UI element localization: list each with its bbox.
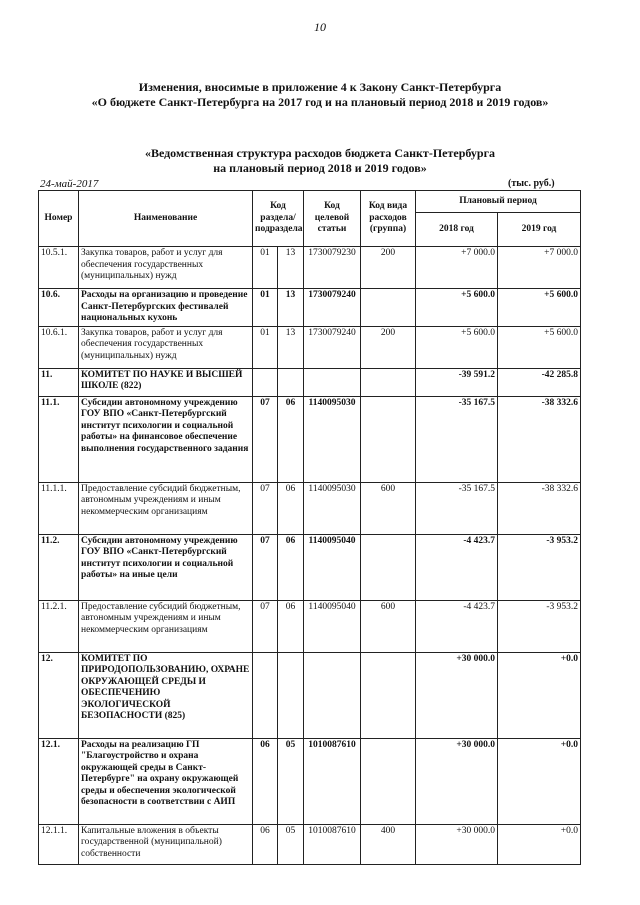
row-subsection: 05 (278, 824, 304, 864)
row-value-2018: -35 167.5 (416, 482, 498, 534)
table-row (39, 289, 581, 327)
row-section: 07 (253, 534, 278, 600)
row-value-2018: +30 000.0 (416, 738, 498, 824)
row-target-code: 1140095030 (304, 482, 361, 534)
row-target-code: 1010087610 (304, 824, 361, 864)
document-title (40, 80, 600, 110)
row-value-2018: +5 600.0 (416, 326, 498, 368)
row-subsection: 06 (278, 396, 304, 482)
row-expense-type (361, 289, 416, 327)
row-value-2019: +0.0 (498, 824, 581, 864)
row-target-code: 1010087610 (304, 738, 361, 824)
row-value-2018: -4 423.7 (416, 600, 498, 652)
table-row (39, 368, 581, 396)
row-value-2019: -38 332.6 (498, 482, 581, 534)
row-expense-type: 600 (361, 600, 416, 652)
row-target-code: 1730079240 (304, 289, 361, 327)
row-subsection: 13 (278, 247, 304, 289)
row-expense-type (361, 534, 416, 600)
header-number: Номер (39, 191, 79, 247)
header-2018: 2018 год (416, 213, 498, 247)
row-value-2018: +7 000.0 (416, 247, 498, 289)
row-expense-type (361, 652, 416, 738)
row-value-2019: -42 285.8 (498, 368, 581, 396)
row-subsection: 13 (278, 289, 304, 327)
row-number: 12.1.1. (39, 824, 79, 864)
row-value-2019: +5 600.0 (498, 326, 581, 368)
row-section: 07 (253, 482, 278, 534)
row-value-2018: +30 000.0 (416, 824, 498, 864)
row-name: Закупка товаров, работ и услуг для обеспечения государственных (муниципальных) нужд (79, 326, 253, 368)
row-subsection: 06 (278, 600, 304, 652)
row-name: Субсидии автономному учреждению ГОУ ВПО «Санкт-Петербургский институт психологии и социальной работы» на иные цели (79, 534, 253, 600)
row-section: 01 (253, 326, 278, 368)
row-value-2018: -4 423.7 (416, 534, 498, 600)
title-line-2: «О бюджете Санкт-Петербурга на 2017 год и на плановый период 2018 и 2019 годов» (91, 95, 549, 109)
row-value-2019: +0.0 (498, 652, 581, 738)
title-line-1: Изменения, вносимые в приложение 4 к Закону Санкт-Петербурга (138, 80, 502, 94)
row-expense-type (361, 738, 416, 824)
row-expense-type (361, 396, 416, 482)
row-name: Предоставление субсидий бюджетным, автономным учреждениям и иным некоммерческим организациям (79, 482, 253, 534)
table-row (39, 396, 581, 482)
row-value-2019: +0.0 (498, 738, 581, 824)
subtitle-line-2: на плановый период 2018 и 2019 годов» (213, 161, 427, 175)
row-number: 11.1.1. (39, 482, 79, 534)
row-value-2019: +7 000.0 (498, 247, 581, 289)
row-target-code (304, 368, 361, 396)
row-target-code (304, 652, 361, 738)
table-row (39, 247, 581, 289)
row-value-2018: -39 591.2 (416, 368, 498, 396)
row-number: 10.6.1. (39, 326, 79, 368)
row-subsection (278, 368, 304, 396)
row-number: 12.1. (39, 738, 79, 824)
row-subsection: 05 (278, 738, 304, 824)
row-target-code: 1140095040 (304, 600, 361, 652)
row-section: 07 (253, 396, 278, 482)
row-value-2018: +30 000.0 (416, 652, 498, 738)
row-number: 11.2. (39, 534, 79, 600)
table-title (40, 146, 600, 176)
row-subsection: 13 (278, 326, 304, 368)
page-number: 10 (314, 20, 326, 34)
row-number: 10.6. (39, 289, 79, 327)
row-expense-type: 600 (361, 482, 416, 534)
row-name: Капитальные вложения в объекты государственной (муниципальной) собственности (79, 824, 253, 864)
table-row (39, 326, 581, 368)
row-number: 12. (39, 652, 79, 738)
units-label: (тыс. руб.) (508, 178, 555, 189)
row-value-2019: -3 953.2 (498, 600, 581, 652)
row-value-2019: +5 600.0 (498, 289, 581, 327)
table-row (39, 482, 581, 534)
row-number: 10.5.1. (39, 247, 79, 289)
header-name: Наименование (79, 191, 253, 247)
row-value-2018: -35 167.5 (416, 396, 498, 482)
subtitle-line-1: «Ведомственная структура расходов бюджета Санкт-Петербурга (144, 146, 496, 160)
row-value-2019: -3 953.2 (498, 534, 581, 600)
row-name: Расходы на организацию и проведение Санкт-Петербургских фестивалей национальных кухонь (79, 289, 253, 327)
table-row (39, 652, 581, 738)
row-section: 06 (253, 824, 278, 864)
row-section: 06 (253, 738, 278, 824)
row-target-code: 1140095030 (304, 396, 361, 482)
table-row (39, 738, 581, 824)
row-name: КОМИТЕТ ПО НАУКЕ И ВЫСШЕЙ ШКОЛЕ (822) (79, 368, 253, 396)
row-expense-type: 200 (361, 247, 416, 289)
header-2019: 2019 год (498, 213, 581, 247)
row-name: Расходы на реализацию ГП "Благоустройство и охрана окружающей среды в Санкт-Петербурге" на охрану окружающей среды и обеспечения экологической безопасности в соответствии с АИП (79, 738, 253, 824)
row-number: 11.2.1. (39, 600, 79, 652)
row-expense-type (361, 368, 416, 396)
row-name: Предоставление субсидий бюджетным, автономным учреждениям и иным некоммерческим организациям (79, 600, 253, 652)
row-section (253, 652, 278, 738)
row-expense-type: 400 (361, 824, 416, 864)
row-section (253, 368, 278, 396)
row-name: КОМИТЕТ ПО ПРИРОДОПОЛЬЗОВАНИЮ, ОХРАНЕ ОКРУЖАЮЩЕЙ СРЕДЫ И ОБЕСПЕЧЕНИЮ ЭКОЛОГИЧЕСКОЙ БЕЗОПАСНОСТИ (825) (79, 652, 253, 738)
row-target-code: 1730079240 (304, 326, 361, 368)
row-expense-type: 200 (361, 326, 416, 368)
header-planned-period: Плановый период (416, 191, 581, 213)
table-row (39, 600, 581, 652)
row-subsection: 06 (278, 534, 304, 600)
row-value-2018: +5 600.0 (416, 289, 498, 327)
row-number: 11.1. (39, 396, 79, 482)
row-subsection (278, 652, 304, 738)
table-row (39, 824, 581, 864)
row-target-code: 1730079230 (304, 247, 361, 289)
row-subsection: 06 (278, 482, 304, 534)
header-target: Код целевой статьи (304, 191, 361, 247)
header-section: Код раздела/ подраздела (253, 191, 304, 247)
row-section: 01 (253, 289, 278, 327)
row-name: Субсидии автономному учреждению ГОУ ВПО «Санкт-Петербургский институт психологии и социальной работы» на финансовое обеспечение выполнения государственного задания (79, 396, 253, 482)
row-section: 01 (253, 247, 278, 289)
expense-table (38, 190, 581, 865)
row-value-2019: -38 332.6 (498, 396, 581, 482)
row-target-code: 1140095040 (304, 534, 361, 600)
table-row (39, 534, 581, 600)
row-section: 07 (253, 600, 278, 652)
row-number: 11. (39, 368, 79, 396)
row-name: Закупка товаров, работ и услуг для обеспечения государственных (муниципальных) нужд (79, 247, 253, 289)
document-date: 24-май-2017 (40, 178, 99, 190)
header-expense-type: Код вида расходов (группа) (361, 191, 416, 247)
